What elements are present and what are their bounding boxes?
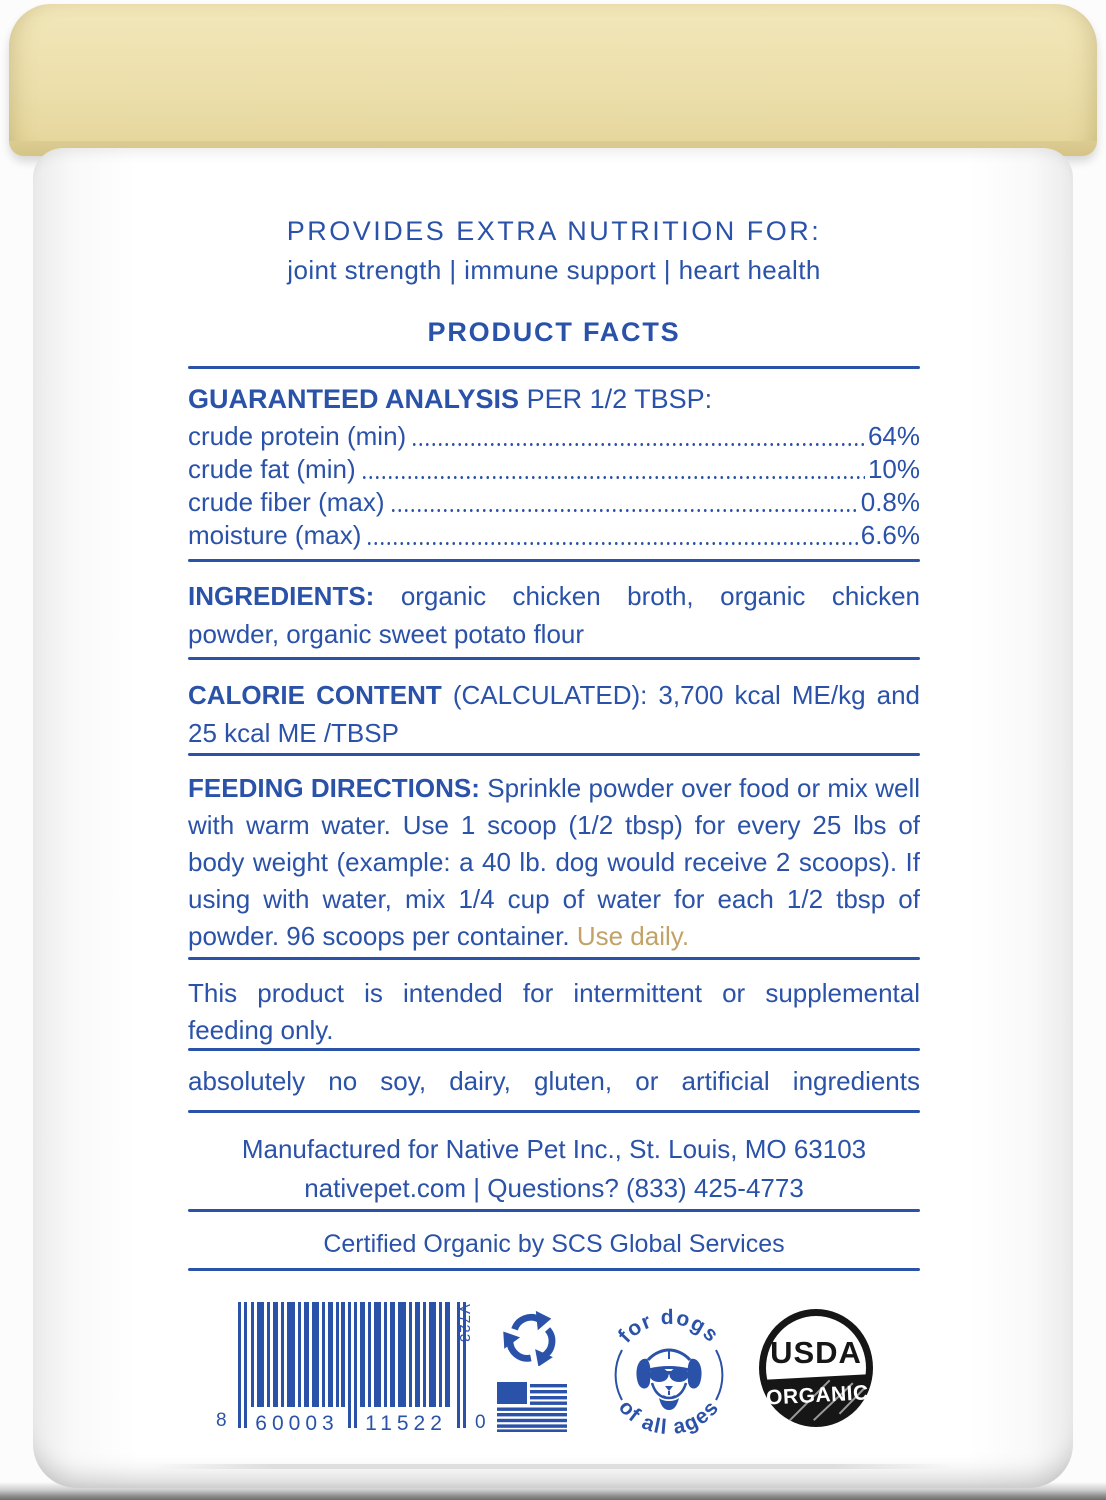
dog-badge	[602, 1300, 736, 1446]
analysis-label: crude fat (min)	[188, 454, 356, 484]
section-divider	[188, 1268, 920, 1271]
section-divider	[188, 1209, 920, 1212]
section-divider	[188, 957, 920, 960]
guaranteed-analysis-title-rest: PER 1/2 TBSP:	[526, 384, 713, 414]
calorie-paragraph	[188, 676, 920, 752]
recycle-icon	[502, 1308, 560, 1366]
feeding-directions-paragraph	[188, 770, 920, 955]
free-from-note: absolutely no soy, dairy, gluten, or artificial ingredients	[188, 1066, 920, 1096]
container-bottom-rim	[155, 1464, 951, 1469]
section-divider	[188, 366, 920, 369]
analysis-value: 6.6%	[860, 520, 920, 550]
badge-right-arc	[716, 1350, 722, 1400]
calorie-label: CALORIE CONTENT	[188, 680, 442, 710]
use-daily-highlight: Use daily.	[576, 921, 690, 951]
usda-seal-organic-text: ORGANIC	[765, 1381, 870, 1410]
svg-text:for dogs	[614, 1306, 724, 1347]
analysis-row	[188, 454, 920, 487]
certification-note: Certified Organic by SCS Global Services	[323, 1230, 785, 1258]
guaranteed-analysis-title	[188, 384, 920, 415]
analysis-row	[188, 487, 920, 520]
barcode	[216, 1302, 486, 1447]
analysis-value: 64%	[867, 421, 920, 451]
surface-shadow	[0, 1482, 1106, 1500]
badge-bottom-text: of all ages	[614, 1395, 724, 1440]
intermittent-feeding-note: This product is intended for intermittent or supplemental feeding only.	[188, 978, 920, 1045]
us-flag-icon	[497, 1382, 567, 1432]
manufacturer-line2: nativepet.com | Questions? (833) 425-4773	[304, 1173, 804, 1203]
section-divider	[188, 1048, 920, 1051]
dot-leader	[361, 475, 865, 480]
badge-top-text: for dogs	[613, 1305, 724, 1348]
barcode-version: V723	[456, 1304, 473, 1344]
section-divider	[188, 657, 920, 660]
section-divider	[188, 559, 920, 562]
barcode-group2: 11522	[365, 1412, 447, 1435]
nutrition-heading: PROVIDES EXTRA NUTRITION FOR:	[286, 216, 822, 246]
nutrition-subheading: joint strength | immune support | heart health	[287, 255, 821, 285]
badge-left-arc	[616, 1350, 622, 1400]
analysis-value: 0.8%	[860, 487, 920, 517]
barcode-right-digit: 0	[475, 1412, 486, 1433]
dot-leader	[390, 508, 858, 513]
container-lid	[9, 4, 1097, 156]
product-facts-title: PRODUCT FACTS	[427, 317, 681, 347]
analysis-label: crude fiber (max)	[188, 487, 385, 517]
dog-with-sunglasses-icon	[636, 1350, 701, 1410]
ingredients-paragraph	[188, 577, 920, 653]
analysis-label: crude protein (min)	[188, 421, 407, 451]
usda-seal-usda-text: USDA	[770, 1335, 862, 1370]
guaranteed-analysis-table	[188, 421, 920, 553]
feeding-label: FEEDING DIRECTIONS:	[188, 773, 480, 803]
ingredients-label: INGREDIENTS:	[188, 581, 375, 611]
manufacturer-info	[188, 1130, 920, 1208]
feeding-text: Sprinkle powder over food or mix well with warm water. Use 1 scoop (1/2 tbsp) for every 25 lbs of body weight (example: a 40 lb. dog would receive 2 scoops). If using with water, mix 1/4 cup of water for each 1/2 tbsp of powder. 96 scoops per container.	[188, 773, 920, 951]
usda-organic-seal	[757, 1307, 875, 1429]
guaranteed-analysis-title-bold: GUARANTEED ANALYSIS	[188, 384, 520, 414]
dot-leader	[411, 442, 865, 447]
barcode-left-digit: 8	[216, 1410, 227, 1431]
analysis-value: 10%	[867, 454, 920, 484]
calorie-text: (CALCULATED): 3,700 kcal ME/kg and 25 kcal ME /TBSP	[188, 680, 920, 748]
dot-leader	[366, 541, 857, 546]
section-divider	[188, 753, 920, 756]
barcode-group1: 60003	[255, 1412, 339, 1435]
section-divider	[188, 1110, 920, 1113]
ingredients-text: organic chicken broth, organic chicken powder, organic sweet potato flour	[188, 581, 920, 649]
analysis-row	[188, 421, 920, 454]
analysis-label: moisture (max)	[188, 520, 362, 550]
analysis-row	[188, 520, 920, 553]
manufacturer-line1: Manufactured for Native Pet Inc., St. Louis, MO 63103	[241, 1134, 867, 1164]
